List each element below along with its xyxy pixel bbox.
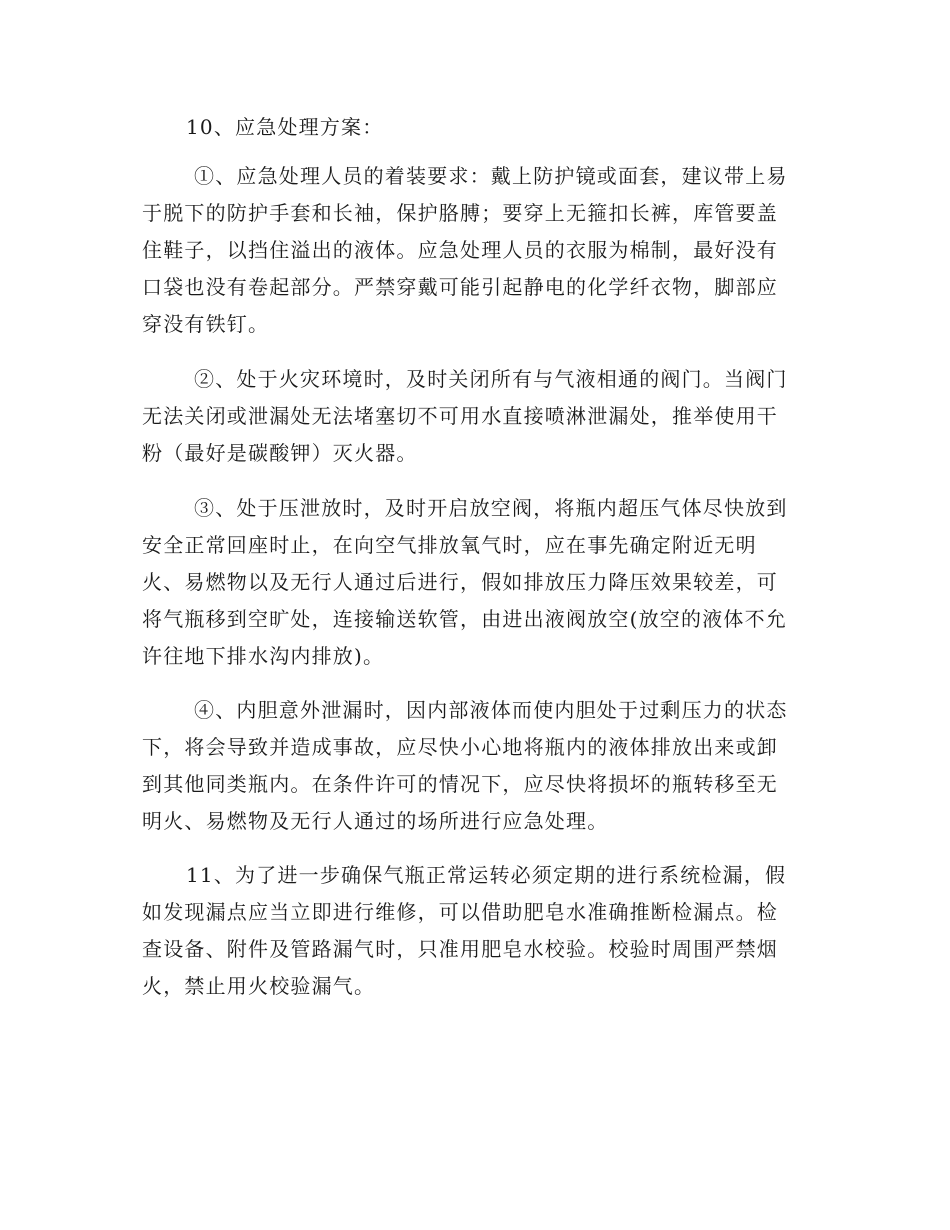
- item-3-line: ③、处于压泄放时，及时开启放空阀，将瓶内超压气体尽快放到: [194, 496, 788, 520]
- section-heading-10: 10、应急处理方案：: [186, 115, 384, 139]
- item-3-line: 火、易燃物以及无行人通过后进行，假如排放压力降压效果较差，可: [142, 570, 778, 594]
- item-4-line: 明火、易燃物及无行人通过的场所进行应急处理。: [142, 809, 609, 833]
- section-11-line: 查设备、附件及管路漏气时，只准用肥皂水校验。校验时周围严禁烟: [142, 937, 778, 961]
- item-3-line: 将气瓶移到空旷处，连接输送软管，由进出液阀放空(放空的液体不允: [142, 607, 788, 631]
- item-1-line: 口袋也没有卷起部分。严禁穿戴可能引起静电的化学纤衣物，脚部应: [142, 275, 778, 299]
- section-11-line: 11、为了进一步确保气瓶正常运转必须定期的进行系统检漏，假: [186, 863, 787, 887]
- item-2-line: ②、处于火灾环境时，及时关闭所有与气液相通的阀门。当阀门: [194, 367, 788, 391]
- item-1-line: 穿没有铁钉。: [142, 312, 270, 336]
- item-4-line: 到其他同类瓶内。在条件许可的情况下，应尽快将损坏的瓶转移至无: [142, 772, 778, 796]
- item-4-line: 下，将会导致并造成事故，应尽快小心地将瓶内的液体排放出来或卸: [142, 735, 778, 759]
- item-3-line: 许往地下排水沟内排放)。: [142, 644, 385, 668]
- item-2-line: 粉（最好是碳酸钾）灭火器。: [142, 441, 418, 465]
- item-1-line: 于脱下的防护手套和长袖，保护胳膊；要穿上无箍扣长裤，库管要盖: [142, 201, 778, 225]
- item-1-line: 住鞋子，以挡住溢出的液体。应急处理人员的衣服为棉制，最好没有: [142, 238, 778, 262]
- item-3-line: 安全正常回座时止，在向空气排放氧气时，应在事先确定附近无明: [142, 533, 757, 557]
- item-2-line: 无法关闭或泄漏处无法堵塞切不可用水直接喷淋泄漏处，推举使用干: [142, 404, 778, 428]
- section-11-line: 如发现漏点应当立即进行维修，可以借助肥皂水准确推断检漏点。检: [142, 900, 778, 924]
- section-11-line: 火，禁止用火校验漏气。: [142, 974, 376, 998]
- item-1-line: ①、应急处理人员的着装要求：戴上防护镜或面套，建议带上易: [194, 164, 788, 188]
- item-4-line: ④、内胆意外泄漏时，因内部液体而使内胆处于过剩压力的状态: [194, 698, 788, 722]
